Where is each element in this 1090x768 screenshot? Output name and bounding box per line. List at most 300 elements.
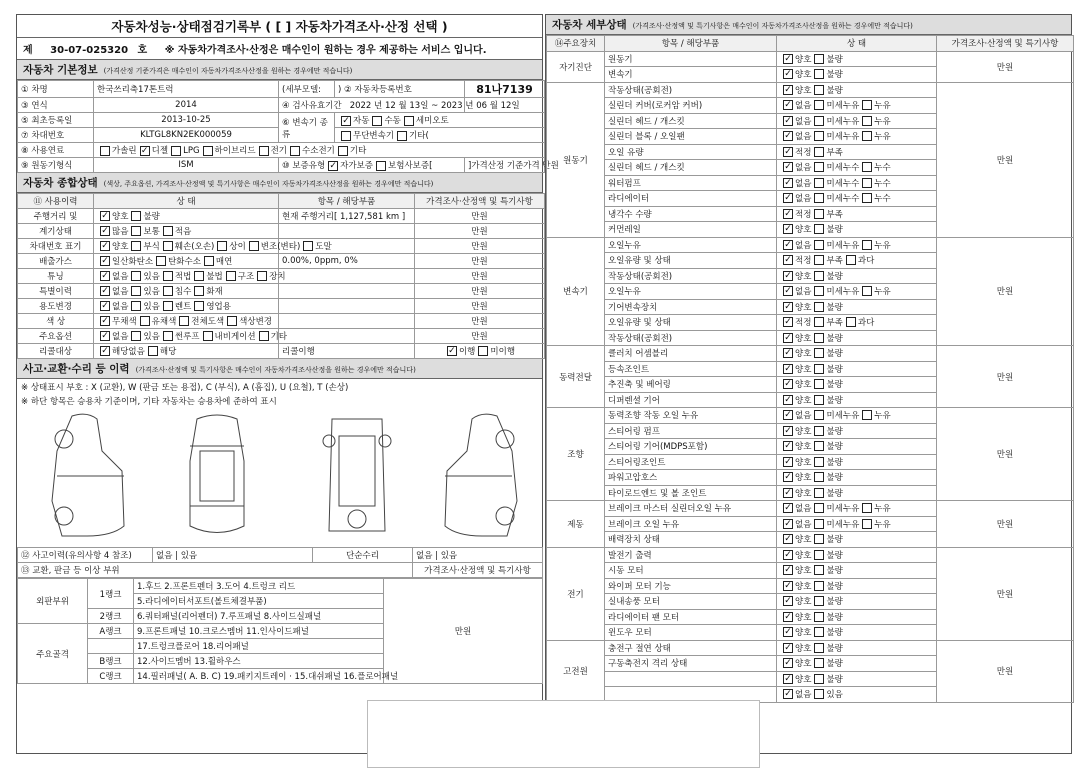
option-checkbox[interactable]: ✓ bbox=[784, 193, 792, 204]
item-status bbox=[777, 361, 937, 377]
item-label: 스티어링조인트 bbox=[605, 454, 777, 470]
option-checkbox[interactable] bbox=[814, 209, 824, 219]
option-label: 누유 bbox=[874, 101, 891, 112]
row-options bbox=[94, 269, 286, 284]
option-checkbox[interactable]: ✓ bbox=[784, 503, 792, 514]
option-checkbox[interactable] bbox=[204, 256, 214, 266]
option-checkbox[interactable]: ✓ bbox=[784, 549, 792, 560]
option-checkbox[interactable]: ✓ bbox=[784, 673, 792, 684]
option-checkbox[interactable] bbox=[814, 193, 824, 203]
option-label: 미세누유 bbox=[826, 132, 860, 143]
option-checkbox[interactable] bbox=[814, 69, 824, 79]
item-label: 워터펌프 bbox=[605, 175, 777, 191]
overall-row bbox=[18, 314, 545, 329]
detail-status-section: 자동차 세부상태 (가격조사·산정액 및 특기사항은 매수인이 자동차가격조사산정을 원하는 경우에만 적습니다) bbox=[546, 15, 1071, 35]
option-checkbox[interactable] bbox=[814, 643, 824, 653]
option-checkbox[interactable] bbox=[131, 211, 141, 221]
item-status bbox=[777, 578, 937, 594]
option-label: 양호 bbox=[795, 395, 812, 406]
option-checkbox[interactable]: ✓ bbox=[784, 363, 792, 374]
item-status bbox=[777, 532, 937, 548]
option-label: 있음 bbox=[143, 287, 160, 297]
option-label: 불량 bbox=[826, 628, 843, 639]
option-checkbox[interactable]: ✓ bbox=[784, 611, 792, 622]
option-checkbox[interactable] bbox=[249, 241, 259, 251]
option-checkbox[interactable]: ✓ bbox=[101, 271, 109, 281]
option-label: 없음 bbox=[795, 519, 812, 530]
option-checkbox[interactable] bbox=[862, 240, 872, 250]
option-checkbox[interactable] bbox=[814, 472, 824, 482]
row-price: 만원 bbox=[415, 284, 545, 299]
group-price: 만원 bbox=[937, 501, 1074, 548]
option-checkbox[interactable] bbox=[814, 410, 824, 420]
option-checkbox[interactable]: ✓ bbox=[784, 115, 792, 126]
group-price: 만원 bbox=[937, 547, 1074, 640]
option-label: 미세누유 bbox=[826, 101, 860, 112]
option-checkbox[interactable]: ✓ bbox=[101, 331, 109, 341]
item-status bbox=[777, 330, 937, 346]
option-checkbox[interactable] bbox=[814, 224, 824, 234]
item-label: 오일 유량 bbox=[605, 144, 777, 160]
option-checkbox[interactable]: ✓ bbox=[784, 580, 792, 591]
option-checkbox[interactable] bbox=[814, 286, 824, 296]
option-checkbox[interactable] bbox=[194, 271, 204, 281]
option-checkbox[interactable] bbox=[862, 116, 872, 126]
option-checkbox[interactable] bbox=[862, 286, 872, 296]
option-label: 매연 bbox=[215, 257, 233, 267]
option-checkbox[interactable] bbox=[814, 240, 824, 250]
option-checkbox[interactable] bbox=[814, 379, 824, 389]
option-label: 불량 bbox=[826, 426, 843, 437]
option-label: 이행 bbox=[458, 347, 476, 357]
option-checkbox[interactable]: ✓ bbox=[784, 332, 792, 343]
row-label: 특별이력 bbox=[18, 284, 94, 299]
option-checkbox[interactable]: ✓ bbox=[101, 286, 109, 296]
option-checkbox[interactable]: ✓ bbox=[784, 565, 792, 576]
row-label: 리콜대상 bbox=[18, 344, 94, 359]
item-label: 기어변속장치 bbox=[605, 299, 777, 315]
option-checkbox[interactable] bbox=[140, 316, 150, 326]
option-checkbox[interactable] bbox=[131, 286, 141, 296]
car-side-left-diagram bbox=[42, 411, 132, 541]
option-label: 있음 bbox=[826, 690, 843, 701]
option-checkbox[interactable] bbox=[226, 271, 236, 281]
item-status bbox=[777, 113, 937, 129]
option-label: 없음 bbox=[795, 116, 812, 127]
row-label: 용도변경 bbox=[18, 299, 94, 314]
option-label: 누수 bbox=[874, 178, 891, 189]
option-label: 양호 bbox=[795, 225, 812, 236]
option-label: 없음 bbox=[795, 240, 812, 251]
option-checkbox[interactable]: ✓ bbox=[784, 270, 792, 281]
item-status bbox=[777, 408, 937, 424]
option-checkbox[interactable] bbox=[259, 331, 269, 341]
option-label: 누유 bbox=[874, 240, 891, 251]
option-checkbox[interactable]: ✓ bbox=[784, 131, 792, 142]
row-price: 만원 bbox=[415, 224, 545, 239]
option-label: 없음 bbox=[795, 163, 812, 174]
row-item bbox=[279, 299, 415, 314]
option-checkbox[interactable]: ✓ bbox=[784, 534, 792, 545]
item-status bbox=[777, 516, 937, 532]
option-checkbox[interactable] bbox=[303, 241, 313, 251]
option-checkbox[interactable] bbox=[814, 54, 824, 64]
option-checkbox[interactable] bbox=[814, 178, 824, 188]
option-checkbox[interactable]: ✓ bbox=[784, 239, 792, 250]
option-checkbox[interactable] bbox=[814, 565, 824, 575]
item-label: 오일누유 bbox=[605, 237, 777, 253]
option-checkbox[interactable] bbox=[814, 333, 824, 343]
overall-row bbox=[18, 209, 545, 224]
item-label: 와이퍼 모터 기능 bbox=[605, 578, 777, 594]
item-label: 클러치 어셈블리 bbox=[605, 346, 777, 362]
item-status bbox=[777, 377, 937, 393]
option-checkbox[interactable] bbox=[814, 255, 824, 265]
item-status bbox=[777, 392, 937, 408]
option-label: 양호 bbox=[795, 333, 812, 344]
car-underbody-diagram bbox=[317, 411, 397, 541]
option-label: 양호 bbox=[795, 659, 812, 670]
option-label: 색상변경 bbox=[239, 317, 272, 327]
option-checkbox[interactable]: ✓ bbox=[784, 224, 792, 235]
option-checkbox[interactable] bbox=[814, 302, 824, 312]
option-checkbox[interactable] bbox=[814, 271, 824, 281]
option-checkbox[interactable] bbox=[163, 241, 173, 251]
option-checkbox[interactable]: ✓ bbox=[784, 317, 792, 328]
option-checkbox[interactable] bbox=[163, 331, 173, 341]
item-label: 브레이크 마스터 실린더오일 누유 bbox=[605, 501, 777, 517]
row-item bbox=[279, 329, 415, 344]
row-item: 리콜이행 bbox=[279, 344, 415, 359]
overall-row bbox=[18, 344, 545, 359]
item-label: 오일누유 bbox=[605, 284, 777, 300]
option-label: 부식 bbox=[143, 242, 160, 252]
option-checkbox[interactable] bbox=[257, 271, 267, 281]
option-checkbox[interactable]: ✓ bbox=[784, 53, 792, 64]
option-label: 내비게이션 bbox=[214, 332, 256, 342]
option-checkbox[interactable] bbox=[179, 316, 189, 326]
option-label: 불량 bbox=[826, 85, 843, 96]
row-price: 만원 bbox=[415, 239, 545, 254]
row-price: 만원 bbox=[415, 269, 545, 284]
option-checkbox[interactable] bbox=[227, 316, 237, 326]
option-checkbox[interactable] bbox=[814, 689, 824, 699]
option-checkbox[interactable] bbox=[814, 441, 824, 451]
option-label: 없음 bbox=[795, 132, 812, 143]
item-status bbox=[777, 98, 937, 114]
option-checkbox[interactable] bbox=[131, 271, 141, 281]
item-status bbox=[777, 67, 937, 83]
row-item bbox=[279, 269, 415, 284]
row-options bbox=[94, 344, 279, 359]
detail-row bbox=[547, 51, 1074, 67]
option-checkbox[interactable]: ✓ bbox=[784, 658, 792, 669]
option-checkbox[interactable] bbox=[156, 256, 166, 266]
item-status bbox=[777, 299, 937, 315]
option-checkbox[interactable]: ✓ bbox=[784, 208, 792, 219]
option-checkbox[interactable]: ✓ bbox=[784, 394, 792, 405]
option-label: 미세누유 bbox=[826, 240, 860, 251]
option-checkbox[interactable] bbox=[814, 627, 824, 637]
option-checkbox[interactable] bbox=[814, 658, 824, 668]
option-checkbox[interactable]: ✓ bbox=[101, 226, 109, 236]
option-checkbox[interactable]: ✓ bbox=[784, 286, 792, 297]
option-checkbox[interactable]: ✓ bbox=[784, 177, 792, 188]
row-options bbox=[94, 329, 288, 344]
item-label: 윈도우 모터 bbox=[605, 625, 777, 641]
group-price: 만원 bbox=[937, 408, 1074, 501]
option-label: 적정 bbox=[795, 318, 812, 329]
option-checkbox[interactable]: ✓ bbox=[448, 346, 456, 356]
option-checkbox[interactable] bbox=[814, 147, 824, 157]
option-label: 불량 bbox=[826, 566, 843, 577]
option-label: 불량 bbox=[826, 674, 843, 685]
option-checkbox[interactable] bbox=[814, 550, 824, 560]
basic-info-section: 자동차 기본정보 (가격산정 기준가격은 매수인이 자동차가격조사산정을 원하는 경우에만 적습니다) bbox=[17, 60, 542, 80]
option-checkbox[interactable] bbox=[814, 131, 824, 141]
option-checkbox[interactable]: ✓ bbox=[101, 301, 109, 311]
option-checkbox[interactable] bbox=[814, 395, 824, 405]
option-label: 일산화탄소 bbox=[112, 257, 154, 267]
accident-history-section: 사고·교환·수리 등 이력 (가격조사·산정액 및 특기사항은 매수인이 자동차가격조사산정을 원하는 경우에만 적습니다) bbox=[17, 359, 542, 379]
group-price: 만원 bbox=[937, 640, 1074, 702]
option-checkbox[interactable]: ✓ bbox=[784, 69, 792, 80]
option-checkbox[interactable] bbox=[862, 100, 872, 110]
option-checkbox[interactable] bbox=[846, 317, 856, 327]
item-status bbox=[777, 82, 937, 98]
option-checkbox[interactable] bbox=[814, 519, 824, 529]
option-checkbox[interactable]: ✓ bbox=[784, 596, 792, 607]
group-price: 만원 bbox=[937, 346, 1074, 408]
option-label: 없음 bbox=[795, 411, 812, 422]
option-label: 없음 bbox=[795, 178, 812, 189]
option-label: 불량 bbox=[826, 643, 843, 654]
row-options bbox=[94, 299, 279, 314]
option-checkbox[interactable]: ✓ bbox=[784, 255, 792, 266]
option-label: 양호 bbox=[795, 271, 812, 282]
document-title: 자동차성능·상태점검기록부 ( [ ] 자동차가격조사·산정 선택 ) bbox=[17, 15, 542, 38]
option-checkbox[interactable] bbox=[814, 348, 824, 358]
option-checkbox[interactable]: ✓ bbox=[784, 689, 792, 700]
row-item bbox=[279, 314, 415, 329]
option-checkbox[interactable] bbox=[862, 178, 872, 188]
blank-overlay-box bbox=[367, 700, 760, 768]
option-checkbox[interactable] bbox=[814, 116, 824, 126]
option-label: 적정 bbox=[795, 256, 812, 267]
group-label: 제동 bbox=[547, 501, 605, 548]
car-top-diagram bbox=[172, 411, 262, 541]
option-checkbox[interactable] bbox=[814, 426, 824, 436]
option-checkbox[interactable] bbox=[862, 162, 872, 172]
option-label: 누유 bbox=[874, 519, 891, 530]
option-checkbox[interactable] bbox=[814, 100, 824, 110]
option-checkbox[interactable] bbox=[163, 301, 173, 311]
option-checkbox[interactable] bbox=[131, 301, 141, 311]
row-label: 배출가스 bbox=[18, 254, 94, 269]
option-checkbox[interactable] bbox=[814, 488, 824, 498]
row-item bbox=[279, 224, 415, 239]
item-label: 추진축 및 베어링 bbox=[605, 377, 777, 393]
option-label: 부족 bbox=[826, 318, 843, 329]
option-label: 미세누유 bbox=[826, 411, 860, 422]
option-label: 없음 bbox=[112, 302, 129, 312]
row-price: 만원 bbox=[415, 254, 545, 269]
option-checkbox[interactable]: ✓ bbox=[784, 100, 792, 111]
group-label: 조향 bbox=[547, 408, 605, 501]
option-checkbox[interactable]: ✓ bbox=[101, 316, 109, 326]
option-checkbox[interactable]: ✓ bbox=[101, 256, 109, 266]
option-label: 불량 bbox=[826, 302, 843, 313]
option-checkbox[interactable] bbox=[814, 457, 824, 467]
option-label: 누유 bbox=[874, 287, 891, 298]
option-checkbox[interactable] bbox=[862, 193, 872, 203]
option-label: 없음 bbox=[795, 287, 812, 298]
option-checkbox[interactable] bbox=[163, 286, 173, 296]
option-checkbox[interactable] bbox=[814, 674, 824, 684]
option-checkbox[interactable]: ✓ bbox=[101, 346, 109, 356]
option-label: 불량 bbox=[826, 535, 843, 546]
option-label: 상이 bbox=[229, 242, 246, 252]
option-checkbox[interactable]: ✓ bbox=[784, 146, 792, 157]
option-label: 구조 bbox=[237, 272, 255, 282]
item-status bbox=[777, 144, 937, 160]
option-checkbox[interactable] bbox=[862, 131, 872, 141]
item-status bbox=[777, 346, 937, 362]
option-checkbox[interactable] bbox=[131, 226, 141, 236]
option-label: 유채색 bbox=[151, 317, 177, 327]
doc-no-label: 제 bbox=[23, 45, 33, 56]
option-checkbox[interactable] bbox=[194, 301, 204, 311]
item-status bbox=[777, 268, 937, 284]
service-notice: ※ 자동차가격조사·산정은 매수인이 원하는 경우 제공하는 서비스 입니다. bbox=[164, 45, 487, 56]
option-label: 전체도색 bbox=[191, 317, 225, 327]
option-checkbox[interactable] bbox=[217, 241, 227, 251]
option-checkbox[interactable]: ✓ bbox=[101, 241, 109, 251]
option-checkbox[interactable] bbox=[478, 346, 488, 356]
row-price: 만원 bbox=[415, 314, 545, 329]
option-checkbox[interactable] bbox=[148, 346, 158, 356]
option-checkbox[interactable] bbox=[814, 162, 824, 172]
item-label: 변속기 bbox=[605, 67, 777, 83]
option-label: 양호 bbox=[795, 70, 812, 81]
item-status bbox=[777, 423, 937, 439]
option-checkbox[interactable] bbox=[862, 519, 872, 529]
option-checkbox[interactable]: ✓ bbox=[784, 472, 792, 483]
option-label: 있음 bbox=[143, 272, 160, 282]
option-checkbox[interactable]: ✓ bbox=[784, 642, 792, 653]
option-checkbox[interactable] bbox=[846, 255, 856, 265]
option-label: 불량 bbox=[826, 550, 843, 561]
option-label: 양호 bbox=[795, 54, 812, 65]
item-label: 디퍼렌셜 기어 bbox=[605, 392, 777, 408]
option-label: 양호 bbox=[795, 442, 812, 453]
item-status bbox=[777, 51, 937, 67]
row-item: 0.00%, 0ppm, 0% bbox=[279, 254, 415, 269]
option-checkbox[interactable] bbox=[814, 85, 824, 95]
accident-history-table: ⑫ 사고이력(유의사항 4 참조) 없음 | 있음 단순수리 없음 | 있음 ⑬ 교환, 판금 등 이상 부위 가격조사·산정액 및 특기사항 bbox=[17, 547, 543, 578]
option-checkbox[interactable]: ✓ bbox=[784, 301, 792, 312]
item-status bbox=[777, 609, 937, 625]
option-checkbox[interactable] bbox=[163, 271, 173, 281]
option-label: 양호 bbox=[795, 364, 812, 375]
item-status bbox=[777, 547, 937, 563]
option-checkbox[interactable]: ✓ bbox=[784, 162, 792, 173]
option-checkbox[interactable] bbox=[131, 331, 141, 341]
overall-status-table: ⑪ 사용이력 상 태 항목 / 해당부품 가격조사·산정액 및 특기사항 주행거리 및 ✓ 양호 불량 현재 주행거리[ 1,127,581 km ] 만원 계기상태 ✓ 많음 보통 적음 만원 차대번호 표기 ✓ 양호 부식 훼손(오손) 상이 변조(변타) 도말 만원 배출가스 ✓ 일산화탄소 탄화수소 매연 0.00%, 0ppm, 0% 만원 튜닝 ✓ 없음 있음 적법 불법 구조 장치 만원 특별이력 ✓ 없음 있음 침수 화재 만원 용도변경 ✓ 없음 있음 렌트 영업용 만원 색 상 ✓ 무채색 유채색 전체도색 색상변경 만원 주요옵션 ✓ 없음 있음 썬루프 내비게이션 기타 만원 리콜대상 ✓ 해당없음 해당 리콜이행 ✓ 이행 미이행 bbox=[17, 193, 545, 359]
option-checkbox[interactable] bbox=[131, 241, 141, 251]
option-label: 화재 bbox=[206, 287, 223, 297]
overall-row bbox=[18, 254, 545, 269]
option-checkbox[interactable]: ✓ bbox=[784, 425, 792, 436]
option-label: 양호 bbox=[795, 488, 812, 499]
option-checkbox[interactable] bbox=[862, 503, 872, 513]
option-label: 양호 bbox=[795, 566, 812, 577]
option-checkbox[interactable]: ✓ bbox=[784, 456, 792, 467]
left-page bbox=[16, 14, 559, 754]
option-checkbox[interactable] bbox=[814, 317, 824, 327]
option-checkbox[interactable]: ✓ bbox=[784, 518, 792, 529]
item-label: 실린더 블록 / 오일팬 bbox=[605, 129, 777, 145]
option-label: 적정 bbox=[795, 209, 812, 220]
group-price: 만원 bbox=[937, 82, 1074, 237]
overall-row bbox=[18, 224, 545, 239]
option-checkbox[interactable] bbox=[814, 503, 824, 513]
option-checkbox[interactable] bbox=[814, 596, 824, 606]
item-status bbox=[777, 439, 937, 455]
item-label: 스티어링 펌프 bbox=[605, 423, 777, 439]
option-label: 불량 bbox=[826, 225, 843, 236]
option-checkbox[interactable]: ✓ bbox=[784, 348, 792, 359]
option-checkbox[interactable] bbox=[814, 364, 824, 374]
option-label: 양호 bbox=[795, 426, 812, 437]
option-checkbox[interactable]: ✓ bbox=[784, 84, 792, 95]
option-checkbox[interactable] bbox=[814, 534, 824, 544]
option-checkbox[interactable] bbox=[814, 581, 824, 591]
group-label: 고전원 bbox=[547, 640, 605, 702]
option-checkbox[interactable]: ✓ bbox=[784, 487, 792, 498]
option-label: 부족 bbox=[826, 147, 843, 158]
item-label bbox=[605, 671, 777, 687]
option-checkbox[interactable] bbox=[163, 226, 173, 236]
option-label: 훼손(오손) bbox=[174, 242, 215, 252]
option-checkbox[interactable] bbox=[814, 612, 824, 622]
item-status bbox=[777, 160, 937, 176]
option-label: 불량 bbox=[826, 333, 843, 344]
trans-auto-checkbox[interactable]: ✓ bbox=[342, 115, 350, 126]
option-checkbox[interactable]: ✓ bbox=[784, 441, 792, 452]
parts-rank-table: 외판부위 1랭크 1.후드 2.프론트펜더 3.도어 4.트렁크 리드 만원 5.라디에이터서포트(볼트체결부품) 2랭크 6.쿼터패널(리어펜더) 7.루프패널 8.사이드실패널 주요골격 A랭크 9.프론트패널 10.크로스멤버 11.인사이드패널 17.트렁크플로어 18.리어패널 B랭크 12.사이드멤버 13.휠하우스 C랭크 14.필러패널( A. B. C) 19.패키지트레이 · 15.대쉬패널 16.플로어패널 bbox=[17, 578, 543, 684]
item-status bbox=[777, 594, 937, 610]
option-label: 불량 bbox=[826, 442, 843, 453]
item-status bbox=[777, 253, 937, 269]
option-checkbox[interactable] bbox=[203, 331, 213, 341]
option-checkbox[interactable]: ✓ bbox=[784, 627, 792, 638]
option-label: 양호 bbox=[112, 242, 129, 252]
row-options bbox=[94, 209, 279, 224]
item-status bbox=[777, 175, 937, 191]
option-checkbox[interactable]: ✓ bbox=[784, 379, 792, 390]
option-label: 영업용 bbox=[206, 302, 231, 312]
option-checkbox[interactable] bbox=[862, 410, 872, 420]
option-checkbox[interactable]: ✓ bbox=[101, 211, 109, 221]
option-checkbox[interactable] bbox=[194, 286, 204, 296]
legend-line-1: ※ 상태표시 부호 : X (교환), W (판금 또는 용접), C (부식), A (흠집), U (요철), T (손상) bbox=[21, 383, 349, 393]
item-status bbox=[777, 129, 937, 145]
option-checkbox[interactable]: ✓ bbox=[784, 410, 792, 421]
option-label: 없음 bbox=[112, 287, 129, 297]
option-label: 없음 bbox=[112, 272, 129, 282]
option-label: 많음 bbox=[112, 227, 129, 237]
